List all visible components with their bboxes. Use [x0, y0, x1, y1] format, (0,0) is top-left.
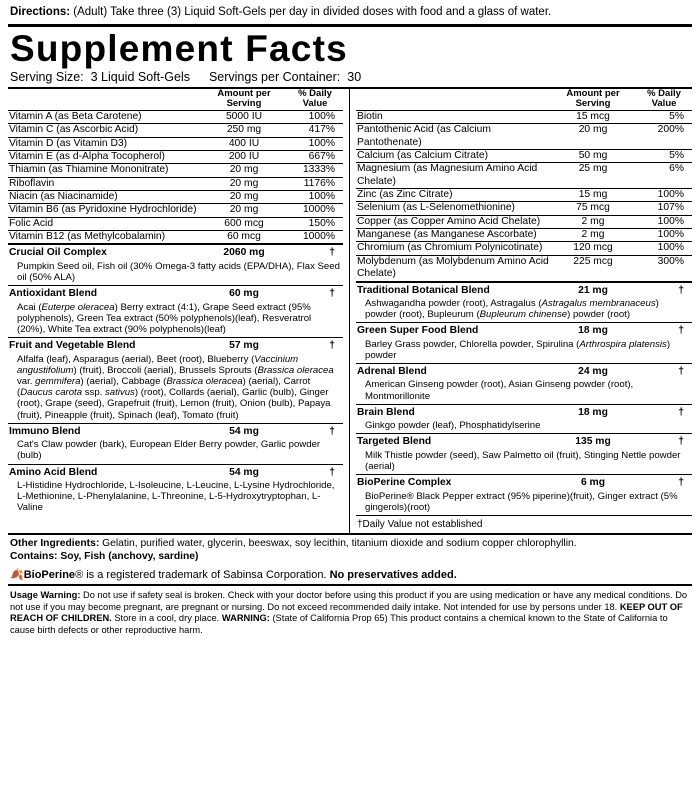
blend-name: Green Super Food Blend: [357, 325, 479, 337]
blend-block: [8, 285, 343, 337]
nutrient-row: [8, 217, 343, 230]
nutrient-row: [8, 177, 343, 190]
trademark-line: [8, 566, 692, 584]
leaf-icon: 🍂: [10, 568, 24, 581]
nutrient-name: Copper (as Copper Amino Acid Chelate): [356, 215, 550, 228]
facts-column-left: [8, 89, 350, 533]
nutrient-amount: 60 mcg: [201, 231, 287, 244]
nutrient-daily-value: 1176%: [287, 177, 343, 190]
blend-ingredients: L-Histidine Hydrochloride, L-Isoleucine, L-Leucine, L-Lysine Hydrochloride, L-Methionine, L-Phenylalanine, L-Threonine, L-5-Hydroxytryptophan, L-Valine: [17, 480, 335, 514]
blend-amount: 18 mg: [578, 406, 608, 418]
nutrient-amount: 20 mg: [550, 124, 636, 150]
blend-block: [356, 404, 692, 434]
table-header-left: [8, 89, 343, 111]
blend-amount: 135 mg: [575, 436, 611, 448]
blend-ingredients: Cat's Claw powder (bark), European Elder Berry powder, Garlic powder (bulb): [17, 439, 321, 462]
footer-section: [8, 535, 692, 584]
nutrient-row: [356, 215, 692, 228]
nutrient-table-right: [356, 89, 692, 281]
nutrient-daily-value: 100%: [287, 191, 343, 204]
blend-daily-value: †: [678, 284, 684, 296]
blend-header: [8, 288, 343, 300]
prop65-text: (State of California Prop 65) This product contains a chemical known to the State of California to cause birth defects or other reproductive harm.: [10, 613, 668, 636]
nutrient-daily-value: 100%: [287, 111, 343, 124]
nutrient-daily-value: 100%: [636, 189, 692, 202]
blend-name: Fruit and Vegetable Blend: [9, 340, 136, 352]
nutrient-daily-value: 5%: [636, 111, 692, 124]
nutrient-daily-value: 100%: [636, 215, 692, 228]
nutrient-amount: 75 mcg: [550, 202, 636, 215]
nutrient-amount: 15 mcg: [550, 111, 636, 124]
trademark-brand: BioPerine: [23, 568, 76, 581]
nutrient-amount: 20 mg: [201, 191, 287, 204]
blend-block: [356, 474, 692, 515]
servings-container-label: Servings per Container:: [208, 69, 341, 84]
nutrient-amount: 120 mcg: [550, 242, 636, 255]
nutrient-row: [8, 124, 343, 137]
trademark-reg: ®: [75, 568, 84, 581]
nutrient-row: [8, 231, 343, 244]
serving-size-value: 3 Liquid Soft-Gels: [90, 69, 190, 84]
usage-warning-label: Usage Warning:: [10, 589, 81, 600]
directions-line: [10, 6, 692, 20]
blend-daily-value: †: [329, 340, 335, 352]
nutrient-name: Molybdenum (as Molybdenum Amino Acid Chelate): [357, 255, 549, 280]
nutrient-amount: 20 mg: [201, 164, 287, 177]
nutrient-amount: 600 mcg: [201, 217, 287, 230]
blend-name: Traditional Botanical Blend: [357, 284, 490, 296]
prop65-label: WARNING:: [221, 613, 270, 624]
nutrient-daily-value: 200%: [636, 124, 692, 150]
directions-label: Directions:: [10, 6, 71, 18]
blend-daily-value: †: [678, 477, 684, 489]
facts-column-right: [350, 89, 692, 533]
facts-columns: [8, 89, 692, 533]
nutrient-daily-value: 100%: [636, 229, 692, 242]
nutrient-daily-value: 150%: [287, 217, 343, 230]
nutrient-name: Vitamin B6 (as Pyridoxine Hydrochloride): [8, 204, 201, 217]
nutrient-name: Magnesium (as Magnesium Amino Acid Chelate): [356, 163, 550, 189]
header-dv-right: % Daily Value: [647, 87, 681, 110]
nutrient-row: [8, 151, 343, 164]
blend-header: [8, 467, 343, 479]
nutrient-amount: 250 mg: [201, 124, 287, 137]
blend-amount: 2060 mg: [223, 247, 265, 259]
nutrient-daily-value: 667%: [287, 151, 343, 164]
blend-daily-value: †: [329, 288, 335, 300]
blend-amount: 54 mg: [229, 466, 259, 478]
blend-header: [356, 477, 692, 489]
nutrient-daily-value: 100%: [636, 242, 692, 255]
nutrient-name: Vitamin E (as d-Alpha Tocopherol): [8, 151, 201, 164]
header-amount-right: Amount per Serving: [566, 87, 620, 110]
nutrient-daily-value: 6%: [636, 163, 692, 189]
contains-allergens: Contains: Soy, Fish (anchovy, sardine): [10, 550, 199, 562]
serving-size-label: Serving Size:: [10, 69, 84, 84]
nutrient-name: Manganese (as Manganese Ascorbate): [356, 229, 550, 242]
nutrient-daily-value: 5%: [636, 150, 692, 163]
blend-name: Antioxidant Blend: [9, 288, 98, 300]
nutrient-daily-value: 1000%: [287, 204, 343, 217]
blend-header: [8, 426, 343, 438]
servings-container-value: 30: [347, 69, 362, 84]
keep-out-text: KEEP OUT OF REACH OF CHILDREN.: [10, 601, 683, 624]
blend-daily-value: †: [678, 325, 684, 337]
blend-name: Adrenal Blend: [357, 366, 427, 378]
other-ingredients: [8, 535, 692, 566]
blend-name: Crucial Oil Complex: [9, 247, 107, 259]
nutrient-name: Calcium (as Calcium Citrate): [356, 150, 550, 163]
blend-name: BioPerine Complex: [357, 477, 452, 489]
trademark-text: is a registered trademark of Sabinsa Corporation.: [83, 568, 330, 581]
nutrient-name: Folic Acid: [8, 217, 201, 230]
nutrient-name: Vitamin A (as Beta Carotene): [8, 111, 201, 124]
blend-header: [8, 340, 343, 352]
nutrient-daily-value: 1000%: [287, 231, 343, 244]
nutrient-name: Vitamin B12 (as Methylcobalamin): [8, 231, 201, 244]
nutrient-amount: 5000 IU: [201, 111, 287, 124]
blend-block: [356, 363, 692, 404]
blend-name: Amino Acid Blend: [9, 466, 98, 478]
nutrient-amount: 15 mg: [550, 189, 636, 202]
nutrient-row: [356, 150, 692, 163]
nutrient-row: [8, 111, 343, 124]
blend-block: [8, 243, 343, 285]
nutrient-daily-value: 1333%: [287, 164, 343, 177]
blend-amount: 60 mg: [229, 288, 259, 300]
blend-header: [356, 325, 692, 337]
blend-ingredients: Acai (Euterpe oleracea) Berry extract (4:1), Grape Seed extract (95% polyphenols), Green Tea extract (50% polyphenols)(leaf), Resveratrol (20%), White Tea extract (90% polyphenols)(leaf): [17, 301, 312, 336]
blend-block: [356, 433, 692, 474]
blend-header: [8, 247, 343, 259]
blend-ingredients: Alfalfa (leaf), Asparagus (aerial), Beet (root), Blueberry (Vaccinium angustifolium) (fruit), Broccoli (aerial), Brussels Sprouts (Brassica oleracea var. gemmifera) (aerial), Cabbage (Brassica oleracea) (aerial), Carrot (Daucus carota ssp. sativus) (root), Collards (aerial), Garlic (bulb), Ginger (root), Grape (seed), Grapefruit (fruit), Lemon (fruit), Onion (bulb), Papaya (fruit), Pineapple (fruit), Spinach (leaf), Tomato (fruit): [17, 353, 334, 421]
nutrient-row: [356, 163, 692, 189]
nutrient-row: [356, 111, 692, 124]
blend-daily-value: †: [329, 466, 335, 478]
table-header-right: [356, 89, 692, 111]
store-text: Store in a cool, dry place.: [111, 613, 220, 624]
blend-ingredients: Ashwagandha powder (root), Astragalus (Astragalus membranaceus) powder (root), Bupleurum (Bupleurum chinense) powder (root): [365, 297, 659, 321]
nutrient-row: [8, 137, 343, 150]
blend-block: [356, 281, 692, 323]
blend-amount: 6 mg: [580, 477, 606, 489]
nutrient-row: [8, 191, 343, 204]
nutrient-row: [356, 242, 692, 255]
header-blank-left: [8, 89, 201, 111]
nutrient-name: Niacin (as Niacinamide): [8, 191, 201, 204]
nutrient-amount: 25 mg: [550, 163, 636, 189]
header-dv-left: % Daily Value: [298, 87, 332, 110]
blend-amount: 57 mg: [229, 340, 259, 352]
blend-header: [356, 366, 692, 378]
nutrient-row: [356, 124, 692, 150]
nutrient-amount: 20 mg: [201, 204, 287, 217]
nutrient-amount: 2 mg: [550, 229, 636, 242]
other-ingredients-label: Other Ingredients:: [10, 537, 100, 549]
blend-header: [356, 407, 692, 419]
page-title: Supplement Facts: [10, 27, 348, 69]
nutrient-name: Thiamin (as Thiamine Mononitrate): [8, 164, 201, 177]
nutrient-name: Vitamin D (as Vitamin D3): [8, 137, 201, 150]
blend-ingredients: Milk Thistle powder (seed), Saw Palmetto oil (fruit), Stinging Nettle powder (aerial): [365, 449, 681, 472]
blend-amount: 21 mg: [578, 284, 608, 296]
nutrient-name: Selenium (as L-Selenomethionine): [356, 202, 550, 215]
nutrient-amount: 400 IU: [201, 137, 287, 150]
nutrient-amount: 225 mcg: [550, 255, 636, 280]
blend-amount: 54 mg: [229, 425, 259, 437]
nutrient-amount: 50 mg: [550, 150, 636, 163]
blend-name: Targeted Blend: [357, 436, 432, 448]
blend-block: [8, 423, 343, 464]
blend-header: [356, 285, 692, 297]
nutrient-amount: 20 mg: [201, 177, 287, 190]
blend-daily-value: †: [329, 425, 335, 437]
usage-warning-text: Do not use if safety seal is broken. Check with your doctor before using this product if you are using medication or have any medical conditions. Do not use if you may become pregnant, are pregnant or nursing. Do not exceed recommended daily intake. Not intended for use by persons under 18.: [10, 589, 688, 612]
nutrient-table-left: [8, 89, 343, 244]
no-preservatives: No preservatives added.: [329, 568, 457, 581]
blend-daily-value: †: [678, 406, 684, 418]
blend-ingredients: BioPerine® Black Pepper extract (95% piperine)(fruit), Ginger extract (5% gingerols)(root): [365, 490, 678, 513]
header-amount-left: Amount per Serving: [217, 87, 271, 110]
nutrient-row: [8, 204, 343, 217]
blend-block: [8, 464, 343, 516]
warning-section: [8, 586, 692, 640]
nutrient-row: [356, 202, 692, 215]
blend-amount: 18 mg: [578, 325, 608, 337]
blend-ingredients: American Ginseng powder (root), Asian Ginseng powder (root), Montmorillonite: [365, 379, 634, 402]
nutrient-name: Chromium (as Chromium Polynicotinate): [356, 242, 550, 255]
blend-daily-value: †: [678, 436, 684, 448]
nutrient-amount: 2 mg: [550, 215, 636, 228]
blend-name: Brain Blend: [357, 406, 415, 418]
nutrient-row: [8, 164, 343, 177]
other-ingredients-text: Gelatin, purified water, glycerin, beeswax, soy lecithin, titanium dioxide and sodium copper chlorophyllin.: [99, 537, 577, 549]
blend-ingredients: Ginkgo powder (leaf), Phosphatidylserine: [365, 420, 541, 432]
header-blank-right: [356, 89, 550, 111]
blend-daily-value: †: [329, 247, 335, 259]
serving-info: [10, 70, 692, 84]
nutrient-daily-value: 107%: [636, 202, 692, 215]
daily-value-note: †Daily Value not established: [356, 515, 692, 533]
nutrient-name: Biotin: [356, 111, 550, 124]
blend-daily-value: †: [678, 366, 684, 378]
blend-name: Immuno Blend: [9, 425, 81, 437]
blend-amount: 24 mg: [578, 366, 608, 378]
nutrient-daily-value: 300%: [636, 255, 692, 280]
nutrient-row: [356, 189, 692, 202]
nutrient-row: [356, 229, 692, 242]
blend-block: [8, 337, 343, 423]
nutrient-name: Pantothenic Acid (as Calcium Pantothenate): [356, 124, 550, 150]
nutrient-amount: 200 IU: [201, 151, 287, 164]
blend-header: [356, 436, 692, 448]
blend-ingredients: Barley Grass powder, Chlorella powder, Spirulina (Arthrospira platensis) powder: [365, 338, 671, 361]
nutrient-name: Vitamin C (as Ascorbic Acid): [8, 124, 201, 137]
blend-block: [356, 322, 692, 363]
divider-top: [8, 24, 692, 27]
directions-text: (Adult) Take three (3) Liquid Soft-Gels per day in divided doses with food and a glass of water.: [70, 6, 552, 18]
nutrient-name: Zinc (as Zinc Citrate): [356, 189, 550, 202]
nutrient-daily-value: 417%: [287, 124, 343, 137]
nutrient-row: [356, 255, 692, 280]
blend-ingredients: Pumpkin Seed oil, Fish oil (30% Omega-3 fatty acids (EPA/DHA), Flax Seed oil (50% ALA): [17, 260, 340, 284]
nutrient-daily-value: 100%: [287, 137, 343, 150]
nutrient-name: Riboflavin: [8, 177, 201, 190]
